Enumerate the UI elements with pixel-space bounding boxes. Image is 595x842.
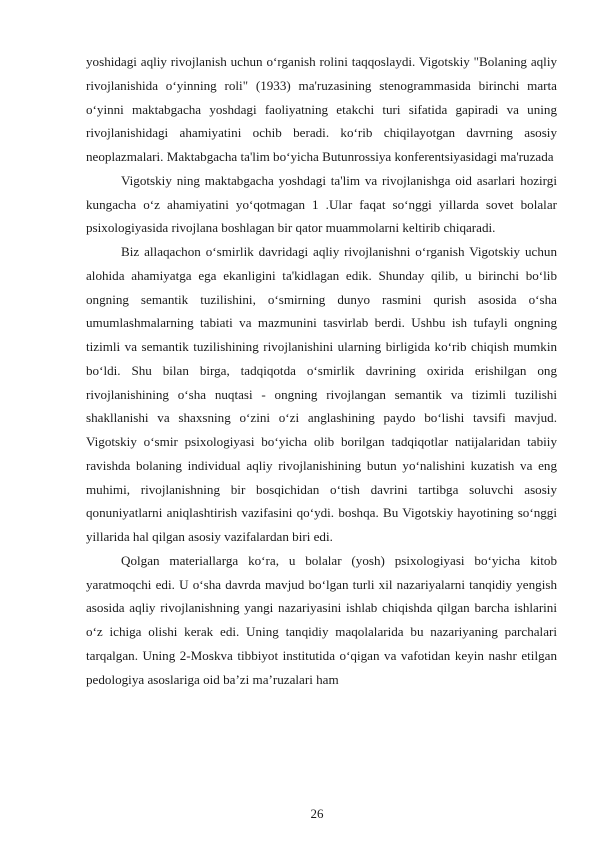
document-page xyxy=(86,50,557,691)
paragraph-4: Qolgan materiallarga ko‘ra, u bolalar (yosh) psixologiyasi bo‘yicha kitob yaratmoqchi edi. U o‘sha davrda mavjud bo‘lgan turli xil nazariyalarni tanqidiy yengish asosida aqliy rivojlanishning yangi nazariyasini ishlab chiqishda qilgan barcha ishlarini o‘z ichiga olishi kerak edi. Uning tanqidiy maqolalarida bu nazariyaning parchalari tarqalgan. Uning 2-Moskva tibbiyot institutida o‘qigan va vafotidan keyin nashr etilgan pedologiya asoslariga oid ba’zi ma’ruzalari ham xyxy=(86,552,557,687)
page-number: 26 xyxy=(310,806,324,821)
paragraph-2: Vigotskiy ning maktabgacha yoshdagi ta'lim va rivojlanishga oid asarlari hozirgi kungacha o‘z ahamiyatini yo‘qotmagan 1 .Ular faqat so‘nggi yillarda sovet bolalar psixologiyasida rivojlana boshlagan bir qator muammolarni keltirib chiqaradi. xyxy=(86,172,557,236)
paragraph-1: yoshidagi aqliy rivojlanish uchun o‘rganish rolini taqqoslaydi. Vigotskiy "Bolaning aqliy rivojlanishida o‘yinning roli" (1933) ma'ruzasining stenogrammasida birinchi marta o‘yinni maktabgacha yoshdagi faoliyatning etakchi turi sifatida gapiradi va uning rivojlanishidagi ahamiyatini ochib beradi. ko‘rib chiqilayotgan davrning asosiy neoplazmalari. Maktabgacha ta'lim bo‘yicha Butunrossiya konferentsiyasidagi ma'ruzada xyxy=(86,54,557,164)
paragraph-3: Biz allaqachon o‘smirlik davridagi aqliy rivojlanishni o‘rganish Vigotskiy uchun alohida ahamiyatga ega ekanligini ta'kidlagan edik. Shunday qilib, u birinchi bo‘lib ongning semantik tuzilishini, o‘smirning dunyo rasmini qurish asosida o‘sha umumlashmalarning tabiati va mazmunini tasvirlab berdi. Ushbu ish tufayli ongning tizimli va semantik tuzilishining rivojlanishini ularning birligida ko‘rib chiqish mumkin bo‘ldi. Shu bilan birga, tadqiqotda o‘smirlik davrining oxirida erishilgan ong rivojlanishining o‘sha nuqtasi - ongning rivojlangan semantik va tizimli tuzilishi shakllanishi va shaxsning o‘zini o‘zi anglashining paydo bo‘lishi tavsifi mavjud. Vigotskiy o‘smir psixologiyasi bo‘yicha olib borilgan tadqiqotlar natijalaridan tabiiy ravishda bolaning individual aqliy rivojlanishining butun yo‘nalishini kuzatish va eng muhimi, rivojlanishning bir bosqichidan o‘tish davrini tartibga soluvchi asosiy qonuniyatlarni aniqlashtirish vazifasini qo‘ydi. boshqa. Bu Vigotskiy hayotining so‘nggi yillarida hal qilgan asosiy vazifalardan biri edi. xyxy=(86,244,557,544)
